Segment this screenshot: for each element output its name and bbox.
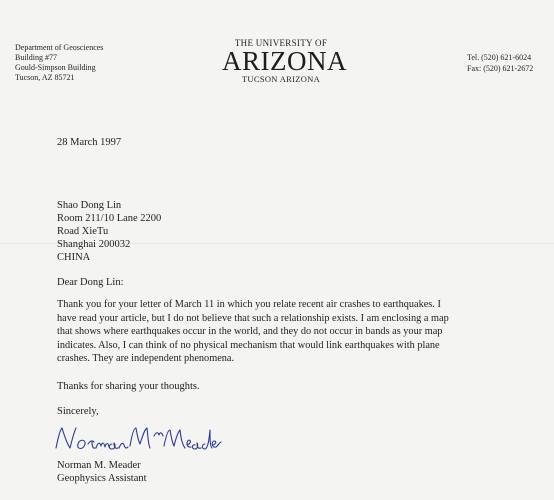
body-line: indicates. Also, I can think of no physical mechanism that would link earthquakes with plane xyxy=(57,339,440,351)
recipient-line: Shanghai 200032 xyxy=(57,239,131,250)
body-line: Thank you for your letter of March 11 in which you relate recent air crashes to earthquakes. I xyxy=(57,299,441,310)
salutation: Dear Dong Lin: xyxy=(57,277,124,288)
department-address xyxy=(15,43,103,83)
body-line: have read your article, but I do not believe that such a relationship exists. I am enclosing a map xyxy=(57,312,449,324)
university-logo xyxy=(222,38,347,84)
tel-line: Tel. (520) 621-6024 xyxy=(467,53,532,62)
closing: Sincerely, xyxy=(57,406,99,417)
recipient-address xyxy=(57,199,161,264)
recipient-line: Road XieTu xyxy=(57,226,109,237)
recipient-line: Shao Dong Lin xyxy=(57,200,122,211)
recipient-line: Room 211/10 Lane 2200 xyxy=(57,213,162,224)
department-line: Department of Geosciences xyxy=(15,43,104,52)
fax-line: Fax: (520) 621-2672 xyxy=(467,64,534,73)
body-paragraph xyxy=(57,298,449,366)
thanks-line: Thanks for sharing your thoughts. xyxy=(57,381,200,392)
logo-main-text: ARIZONA xyxy=(222,46,347,76)
signature-text-source: Norman M Meader xyxy=(52,420,60,421)
body-line: that shows where earthquakes occur in the world, and they do not occur in bands as your map xyxy=(57,326,443,337)
signer-name: Norman M. Meader xyxy=(57,460,141,471)
building-line: Building #77 xyxy=(15,53,58,62)
handwritten-signature xyxy=(52,420,224,460)
body-line: crashes. They are independent phenomena. xyxy=(57,353,235,364)
building-name-line: Gould-Simpson Building xyxy=(15,63,96,72)
letter-date: 28 March 1997 xyxy=(57,137,122,148)
city-line: Tucson, AZ 85721 xyxy=(15,73,75,82)
contact-numbers xyxy=(467,52,533,74)
logo-top-text: THE UNIVERSITY OF xyxy=(234,38,328,48)
recipient-line: CHINA xyxy=(57,252,91,263)
signer-block xyxy=(57,459,147,485)
signer-title: Geophysics Assistant xyxy=(57,473,147,484)
logo-bottom-text: TUCSON ARIZONA xyxy=(241,74,321,84)
